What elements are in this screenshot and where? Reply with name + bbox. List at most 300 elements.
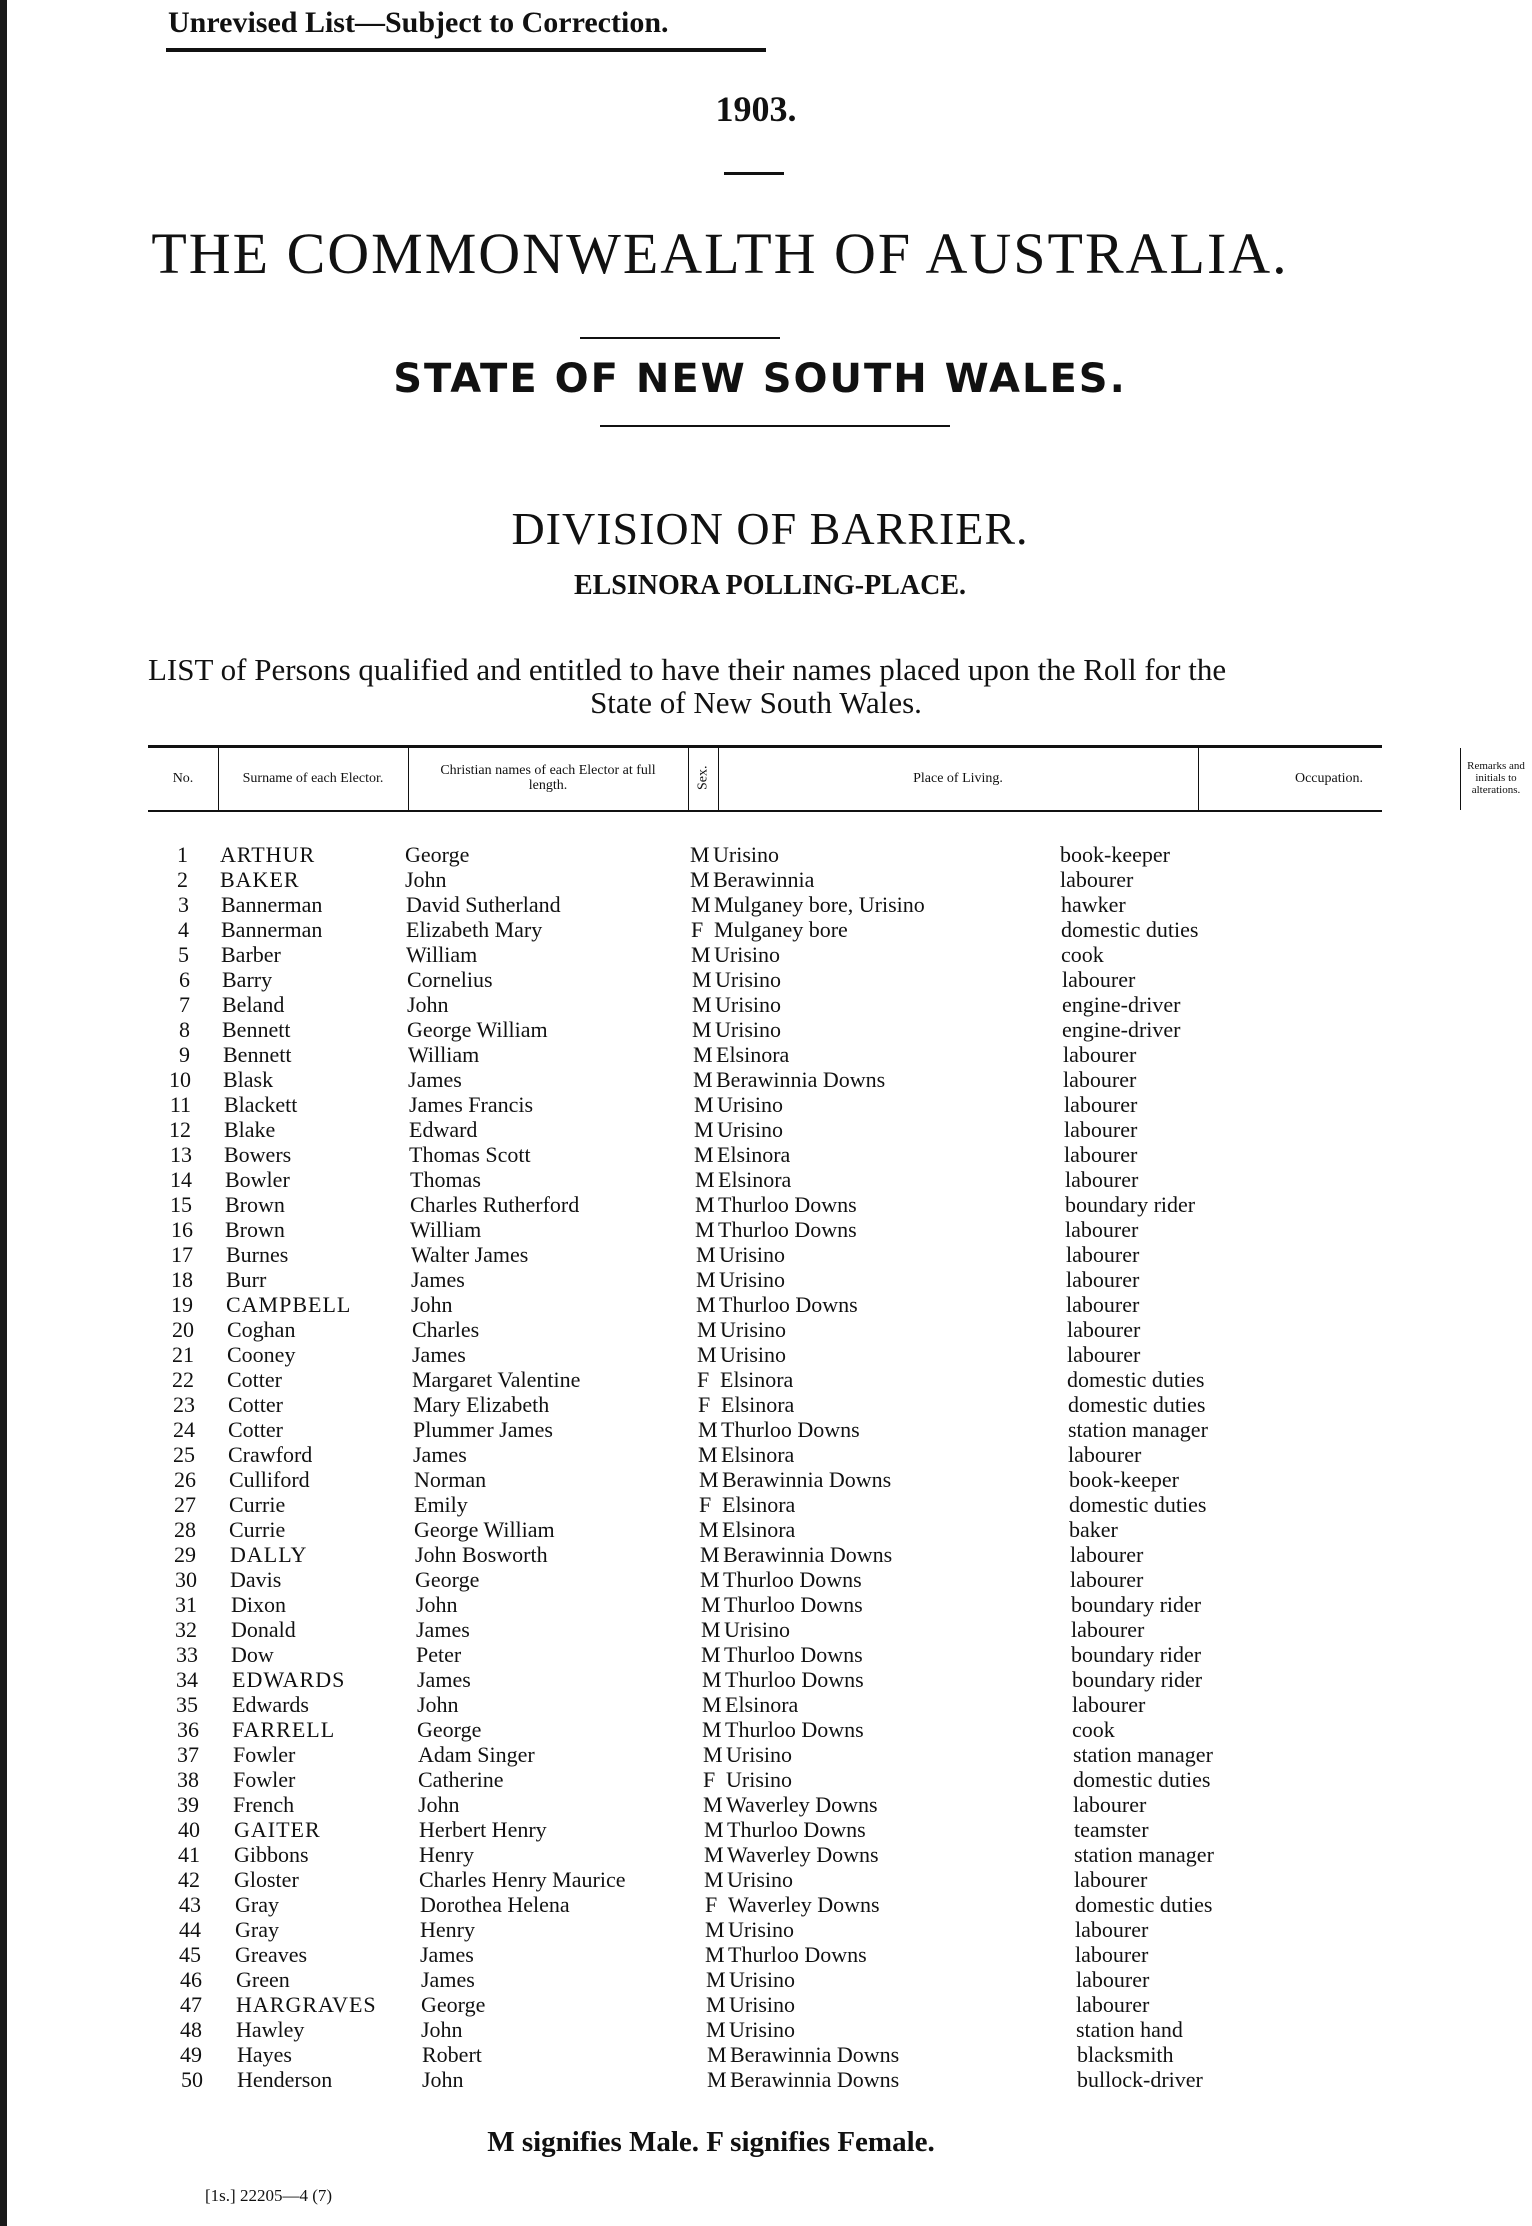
elector-christian: Catherine bbox=[418, 1767, 504, 1792]
elector-surname: Bowler bbox=[225, 1167, 290, 1192]
elector-sex: M bbox=[690, 867, 710, 892]
elector-place: Thurloo Downs bbox=[723, 1567, 862, 1592]
elector-occupation: boundary rider bbox=[1065, 1192, 1196, 1217]
elector-occupation: labourer bbox=[1070, 1567, 1144, 1592]
elector-christian: Thomas bbox=[410, 1167, 481, 1192]
elector-occupation: labourer bbox=[1064, 1117, 1138, 1142]
state-rule bbox=[600, 425, 950, 427]
list-item bbox=[0, 1967, 1382, 1992]
elector-number: 18 bbox=[171, 1267, 193, 1292]
elector-number: 14 bbox=[170, 1167, 192, 1192]
list-item bbox=[0, 1992, 1382, 2017]
elector-sex: M bbox=[700, 1542, 720, 1567]
print-code: [1s.] 22205—4 (7) bbox=[205, 2186, 333, 2205]
elector-number: 8 bbox=[179, 1017, 190, 1042]
elector-surname: Hawley bbox=[236, 2017, 305, 2042]
elector-christian: Henry bbox=[420, 1917, 475, 1942]
table-header bbox=[148, 748, 1525, 810]
elector-number: 20 bbox=[172, 1317, 194, 1342]
list-item bbox=[0, 1242, 1382, 1267]
elector-surname: Dixon bbox=[231, 1592, 286, 1617]
elector-number: 6 bbox=[179, 967, 190, 992]
elector-place: Urisino bbox=[724, 1617, 790, 1642]
elector-number: 32 bbox=[175, 1617, 197, 1642]
elector-surname: Bowers bbox=[224, 1142, 292, 1167]
elector-number: 29 bbox=[174, 1542, 196, 1567]
elector-place: Mulganey bore, Urisino bbox=[714, 892, 925, 917]
table-header-rule bbox=[148, 810, 1382, 812]
elector-christian: James Francis bbox=[409, 1092, 534, 1117]
elector-sex: M bbox=[694, 1142, 714, 1167]
col-header-sex: Sex. bbox=[695, 765, 711, 791]
elector-christian: Thomas Scott bbox=[409, 1142, 531, 1167]
elector-surname: Blackett bbox=[224, 1092, 298, 1117]
elector-number: 33 bbox=[176, 1642, 198, 1667]
division-heading: DIVISION OF BARRIER. bbox=[511, 503, 1029, 554]
elector-surname: Gray bbox=[235, 1892, 279, 1917]
elector-place: Urisino bbox=[727, 1867, 793, 1892]
elector-number: 27 bbox=[174, 1492, 196, 1517]
elector-surname: Barry bbox=[222, 967, 273, 992]
elector-occupation: labourer bbox=[1063, 1067, 1137, 1092]
list-item bbox=[0, 1617, 1382, 1642]
state-heading: STATE OF NEW SOUTH WALES. bbox=[393, 356, 1127, 402]
elector-sex: M bbox=[697, 1317, 717, 1342]
elector-sex: M bbox=[701, 1642, 721, 1667]
elector-christian: George bbox=[417, 1717, 482, 1742]
elector-christian: Cornelius bbox=[407, 967, 493, 992]
elector-number: 10 bbox=[169, 1067, 191, 1092]
list-item bbox=[0, 2017, 1382, 2042]
elector-surname: Cooney bbox=[227, 1342, 296, 1367]
elector-christian: John bbox=[418, 1792, 460, 1817]
elector-number: 41 bbox=[178, 1842, 200, 1867]
elector-occupation: labourer bbox=[1066, 1242, 1140, 1267]
elector-christian: Emily bbox=[414, 1492, 468, 1517]
elector-sex: M bbox=[699, 1517, 719, 1542]
elector-sex: M bbox=[696, 1242, 716, 1267]
elector-number: 50 bbox=[181, 2067, 203, 2092]
elector-place: Thurloo Downs bbox=[728, 1942, 867, 1967]
unrevised-underline bbox=[166, 48, 766, 52]
elector-christian: George bbox=[415, 1567, 480, 1592]
elector-surname: Coghan bbox=[227, 1317, 296, 1342]
elector-number: 19 bbox=[171, 1292, 193, 1317]
elector-sex: M bbox=[703, 1792, 723, 1817]
elector-list bbox=[0, 842, 1382, 2092]
elector-place: Elsinora bbox=[716, 1042, 790, 1067]
elector-christian: John bbox=[417, 1692, 459, 1717]
elector-occupation: labourer bbox=[1065, 1217, 1139, 1242]
elector-number: 7 bbox=[179, 992, 190, 1017]
elector-surname: Cotter bbox=[228, 1392, 283, 1417]
elector-sex: M bbox=[693, 1042, 713, 1067]
elector-place: Mulganey bore bbox=[714, 917, 848, 942]
elector-christian: James bbox=[416, 1617, 470, 1642]
list-item bbox=[0, 1267, 1382, 1292]
elector-christian: William bbox=[406, 942, 478, 967]
elector-christian: John Bosworth bbox=[415, 1542, 548, 1567]
elector-occupation: hawker bbox=[1061, 892, 1126, 917]
elector-place: Urisino bbox=[717, 1092, 783, 1117]
title-rule bbox=[580, 337, 780, 339]
elector-christian: Herbert Henry bbox=[419, 1817, 547, 1842]
list-description-line1: LIST of Persons qualified and entitled to have their names placed upon the Roll for the bbox=[148, 652, 1227, 687]
elector-christian: James bbox=[411, 1267, 465, 1292]
elector-number: 15 bbox=[170, 1192, 192, 1217]
list-item bbox=[0, 1667, 1382, 1692]
list-item bbox=[0, 1042, 1382, 1067]
elector-place: Berawinnia Downs bbox=[716, 1067, 886, 1092]
elector-christian: Elizabeth Mary bbox=[406, 917, 543, 942]
list-item bbox=[0, 1567, 1382, 1592]
elector-christian: Robert bbox=[422, 2042, 482, 2067]
elector-number: 16 bbox=[171, 1217, 193, 1242]
elector-occupation: labourer bbox=[1065, 1167, 1139, 1192]
elector-occupation: labourer bbox=[1075, 1917, 1149, 1942]
elector-christian: Charles bbox=[412, 1317, 480, 1342]
elector-number: 31 bbox=[175, 1592, 197, 1617]
elector-occupation: domestic duties bbox=[1068, 1392, 1206, 1417]
elector-occupation: labourer bbox=[1063, 1042, 1137, 1067]
elector-surname: Blake bbox=[224, 1117, 276, 1142]
elector-surname: Currie bbox=[229, 1517, 286, 1542]
elector-number: 23 bbox=[173, 1392, 195, 1417]
elector-number: 22 bbox=[172, 1367, 194, 1392]
elector-number: 34 bbox=[176, 1667, 198, 1692]
list-item bbox=[0, 892, 1382, 917]
elector-occupation: domestic duties bbox=[1069, 1492, 1207, 1517]
elector-occupation: station manager bbox=[1074, 1842, 1214, 1867]
elector-christian: Walter James bbox=[411, 1242, 529, 1267]
polling-place-heading: ELSINORA POLLING-PLACE. bbox=[573, 570, 967, 601]
elector-occupation: engine-driver bbox=[1062, 1017, 1181, 1042]
elector-sex: M bbox=[704, 1842, 724, 1867]
unrevised-notice: Unrevised List—Subject to Correction. bbox=[168, 6, 669, 39]
elector-sex: M bbox=[705, 1917, 725, 1942]
list-item bbox=[0, 1192, 1382, 1217]
elector-place: Berawinnia Downs bbox=[730, 2042, 900, 2067]
list-item bbox=[0, 1592, 1382, 1617]
elector-occupation: labourer bbox=[1066, 1292, 1140, 1317]
elector-place: Thurloo Downs bbox=[721, 1417, 860, 1442]
elector-place: Berawinnia Downs bbox=[730, 2067, 900, 2092]
elector-sex: M bbox=[706, 1992, 726, 2017]
elector-christian: James bbox=[408, 1067, 462, 1092]
elector-surname: DALLY bbox=[230, 1542, 308, 1567]
elector-occupation: book-keeper bbox=[1060, 842, 1170, 867]
elector-sex: M bbox=[707, 2042, 727, 2067]
list-item bbox=[0, 1342, 1382, 1367]
elector-sex: M bbox=[705, 1942, 725, 1967]
elector-sex: M bbox=[692, 1017, 712, 1042]
col-header-occupation: Occupation. bbox=[1294, 770, 1364, 786]
elector-occupation: labourer bbox=[1060, 867, 1134, 892]
elector-christian: Charles Henry Maurice bbox=[419, 1867, 626, 1892]
elector-christian: Mary Elizabeth bbox=[413, 1392, 550, 1417]
col-header-place: Place of Living. bbox=[913, 770, 1003, 786]
elector-sex: M bbox=[690, 842, 710, 867]
elector-number: 25 bbox=[173, 1442, 195, 1467]
list-item bbox=[0, 1717, 1382, 1742]
elector-surname: Gibbons bbox=[234, 1842, 309, 1867]
elector-number: 2 bbox=[177, 867, 188, 892]
list-item bbox=[0, 917, 1382, 942]
elector-christian: George bbox=[421, 1992, 486, 2017]
elector-place: Berawinnia bbox=[713, 867, 815, 892]
elector-surname: Gray bbox=[235, 1917, 279, 1942]
elector-christian: William bbox=[410, 1217, 482, 1242]
elector-occupation: domestic duties bbox=[1073, 1767, 1211, 1792]
elector-sex: F bbox=[699, 1492, 712, 1517]
elector-place: Urisino bbox=[726, 1742, 792, 1767]
elector-occupation: baker bbox=[1069, 1517, 1118, 1542]
list-item bbox=[0, 1817, 1382, 1842]
document-year: 1903. bbox=[715, 89, 797, 129]
elector-christian: George bbox=[405, 842, 470, 867]
elector-surname: Beland bbox=[222, 992, 285, 1017]
elector-surname: EDWARDS bbox=[232, 1667, 346, 1692]
elector-sex: M bbox=[693, 1067, 713, 1092]
list-item bbox=[0, 1167, 1382, 1192]
elector-number: 47 bbox=[180, 1992, 202, 2017]
elector-number: 36 bbox=[177, 1717, 199, 1742]
elector-christian: George William bbox=[407, 1017, 548, 1042]
elector-sex: M bbox=[701, 1592, 721, 1617]
elector-surname: Bannerman bbox=[221, 892, 323, 917]
elector-sex: M bbox=[697, 1342, 717, 1367]
elector-occupation: labourer bbox=[1066, 1267, 1140, 1292]
elector-place: Urisino bbox=[729, 2017, 795, 2042]
elector-place: Waverley Downs bbox=[727, 1842, 879, 1867]
elector-place: Urisino bbox=[715, 992, 781, 1017]
elector-surname: Brown bbox=[225, 1192, 285, 1217]
elector-surname: Brown bbox=[225, 1217, 285, 1242]
elector-number: 12 bbox=[169, 1117, 191, 1142]
elector-surname: Culliford bbox=[229, 1467, 310, 1492]
elector-occupation: domestic duties bbox=[1075, 1892, 1213, 1917]
list-item bbox=[0, 842, 1382, 867]
elector-christian: John bbox=[422, 2067, 464, 2092]
elector-christian: Norman bbox=[414, 1467, 487, 1492]
elector-place: Thurloo Downs bbox=[718, 1217, 857, 1242]
list-item bbox=[0, 1917, 1382, 1942]
list-item bbox=[0, 1317, 1382, 1342]
elector-surname: Bennett bbox=[222, 1017, 291, 1042]
list-item bbox=[0, 1217, 1382, 1242]
col-header-surname: Surname of each Elector. bbox=[242, 770, 384, 786]
elector-surname: Dow bbox=[231, 1642, 274, 1667]
elector-christian: James bbox=[421, 1967, 475, 1992]
list-item bbox=[0, 1467, 1382, 1492]
elector-occupation: labourer bbox=[1070, 1542, 1144, 1567]
elector-surname: Fowler bbox=[233, 1767, 296, 1792]
elector-occupation: labourer bbox=[1067, 1317, 1141, 1342]
elector-christian: Margaret Valentine bbox=[412, 1367, 581, 1392]
elector-occupation: boundary rider bbox=[1071, 1642, 1202, 1667]
elector-number: 3 bbox=[178, 892, 189, 917]
list-item bbox=[0, 1142, 1382, 1167]
elector-place: Thurloo Downs bbox=[718, 1192, 857, 1217]
elector-occupation: labourer bbox=[1073, 1792, 1147, 1817]
elector-sex: M bbox=[695, 1167, 715, 1192]
elector-occupation: labourer bbox=[1074, 1867, 1148, 1892]
elector-occupation: cook bbox=[1061, 942, 1104, 967]
elector-christian: Dorothea Helena bbox=[420, 1892, 570, 1917]
list-item bbox=[0, 1117, 1382, 1142]
elector-occupation: labourer bbox=[1067, 1342, 1141, 1367]
list-item bbox=[0, 1492, 1382, 1517]
elector-christian: Edward bbox=[409, 1117, 478, 1142]
elector-occupation: labourer bbox=[1064, 1092, 1138, 1117]
elector-christian: David Sutherland bbox=[406, 892, 561, 917]
elector-number: 43 bbox=[179, 1892, 201, 1917]
elector-place: Elsinora bbox=[720, 1367, 794, 1392]
elector-place: Urisino bbox=[717, 1117, 783, 1142]
elector-place: Waverley Downs bbox=[728, 1892, 880, 1917]
elector-number: 46 bbox=[180, 1967, 202, 1992]
elector-number: 39 bbox=[177, 1792, 199, 1817]
list-item bbox=[0, 1867, 1382, 1892]
elector-occupation: cook bbox=[1072, 1717, 1115, 1742]
elector-place: Urisino bbox=[729, 1992, 795, 2017]
elector-occupation: station manager bbox=[1073, 1742, 1213, 1767]
elector-surname: Fowler bbox=[233, 1742, 296, 1767]
elector-number: 9 bbox=[179, 1042, 190, 1067]
elector-sex: F bbox=[705, 1892, 718, 1917]
elector-occupation: teamster bbox=[1074, 1817, 1149, 1842]
elector-place: Waverley Downs bbox=[726, 1792, 878, 1817]
elector-sex: M bbox=[694, 1117, 714, 1142]
elector-place: Elsinora bbox=[721, 1392, 795, 1417]
elector-place: Thurloo Downs bbox=[719, 1292, 858, 1317]
year-divider bbox=[724, 172, 784, 175]
elector-occupation: labourer bbox=[1076, 1967, 1150, 1992]
elector-christian: William bbox=[408, 1042, 480, 1067]
elector-place: Urisino bbox=[726, 1767, 792, 1792]
elector-occupation: domestic duties bbox=[1061, 917, 1199, 942]
elector-number: 4 bbox=[178, 917, 189, 942]
list-description-line2: State of New South Wales. bbox=[590, 685, 922, 720]
list-item bbox=[0, 1292, 1382, 1317]
list-item bbox=[0, 1792, 1382, 1817]
elector-place: Elsinora bbox=[717, 1142, 791, 1167]
elector-surname: Donald bbox=[231, 1617, 296, 1642]
list-item bbox=[0, 1517, 1382, 1542]
elector-sex: M bbox=[692, 992, 712, 1017]
elector-surname: Bannerman bbox=[221, 917, 323, 942]
col-header-no: No. bbox=[172, 770, 194, 786]
elector-number: 44 bbox=[179, 1917, 201, 1942]
elector-surname: Currie bbox=[229, 1492, 286, 1517]
elector-christian: James bbox=[420, 1942, 474, 1967]
elector-surname: Cotter bbox=[227, 1367, 282, 1392]
elector-number: 13 bbox=[170, 1142, 192, 1167]
elector-number: 21 bbox=[172, 1342, 194, 1367]
elector-surname: GAITER bbox=[234, 1817, 321, 1842]
elector-sex: M bbox=[704, 1817, 724, 1842]
list-item bbox=[0, 1692, 1382, 1717]
list-item bbox=[0, 942, 1382, 967]
elector-number: 45 bbox=[179, 1942, 201, 1967]
elector-christian: Charles Rutherford bbox=[410, 1192, 580, 1217]
elector-surname: Henderson bbox=[237, 2067, 333, 2092]
elector-christian: Adam Singer bbox=[418, 1742, 535, 1767]
list-item bbox=[0, 1942, 1382, 1967]
elector-surname: HARGRAVES bbox=[236, 1992, 377, 2017]
elector-sex: M bbox=[692, 967, 712, 992]
elector-number: 5 bbox=[178, 942, 189, 967]
elector-surname: FARRELL bbox=[232, 1717, 336, 1742]
elector-surname: Blask bbox=[223, 1067, 274, 1092]
elector-place: Berawinnia Downs bbox=[723, 1542, 893, 1567]
elector-place: Urisino bbox=[720, 1317, 786, 1342]
elector-occupation: station manager bbox=[1068, 1417, 1208, 1442]
elector-place: Thurloo Downs bbox=[727, 1817, 866, 1842]
elector-number: 42 bbox=[178, 1867, 200, 1892]
elector-occupation: labourer bbox=[1071, 1617, 1145, 1642]
elector-surname: Greaves bbox=[235, 1942, 308, 1967]
elector-christian: Peter bbox=[416, 1642, 462, 1667]
elector-sex: M bbox=[698, 1417, 718, 1442]
elector-christian: John bbox=[411, 1292, 453, 1317]
list-item bbox=[0, 1392, 1382, 1417]
elector-occupation: labourer bbox=[1068, 1442, 1142, 1467]
elector-sex: M bbox=[691, 892, 711, 917]
elector-surname: Cotter bbox=[228, 1417, 283, 1442]
elector-sex: M bbox=[695, 1217, 715, 1242]
elector-number: 11 bbox=[169, 1092, 191, 1117]
list-item bbox=[0, 867, 1382, 892]
elector-surname: Burr bbox=[226, 1267, 267, 1292]
elector-place: Urisino bbox=[715, 967, 781, 992]
elector-occupation: labourer bbox=[1076, 1992, 1150, 2017]
elector-number: 38 bbox=[177, 1767, 199, 1792]
elector-sex: F bbox=[698, 1392, 711, 1417]
sex-legend: M signifies Male. F signifies Female. bbox=[487, 2126, 935, 2158]
elector-surname: Davis bbox=[230, 1567, 282, 1592]
elector-christian: John bbox=[416, 1592, 458, 1617]
elector-surname: Green bbox=[236, 1967, 290, 1992]
elector-place: Elsinora bbox=[722, 1492, 796, 1517]
list-item bbox=[0, 1842, 1382, 1867]
elector-sex: M bbox=[700, 1567, 720, 1592]
elector-place: Thurloo Downs bbox=[724, 1592, 863, 1617]
col-header-remarks: Remarks and initials to alterations. bbox=[1467, 760, 1525, 796]
elector-number: 17 bbox=[171, 1242, 193, 1267]
elector-sex: M bbox=[699, 1467, 719, 1492]
elector-place: Urisino bbox=[719, 1267, 785, 1292]
elector-surname: CAMPBELL bbox=[226, 1292, 352, 1317]
elector-sex: M bbox=[694, 1092, 714, 1117]
elector-place: Urisino bbox=[713, 842, 779, 867]
elector-occupation: boundary rider bbox=[1071, 1592, 1202, 1617]
list-item bbox=[0, 967, 1382, 992]
elector-number: 30 bbox=[175, 1567, 197, 1592]
elector-place: Berawinnia Downs bbox=[722, 1467, 892, 1492]
elector-sex: M bbox=[702, 1692, 722, 1717]
elector-occupation: station hand bbox=[1076, 2017, 1183, 2042]
elector-number: 37 bbox=[177, 1742, 199, 1767]
elector-surname: Barber bbox=[221, 942, 281, 967]
elector-place: Thurloo Downs bbox=[725, 1717, 864, 1742]
elector-christian: George William bbox=[414, 1517, 555, 1542]
list-item bbox=[0, 1067, 1382, 1092]
list-item bbox=[0, 2067, 1382, 2092]
elector-sex: F bbox=[697, 1367, 710, 1392]
elector-surname: French bbox=[233, 1792, 295, 1817]
elector-christian: James bbox=[413, 1442, 467, 1467]
